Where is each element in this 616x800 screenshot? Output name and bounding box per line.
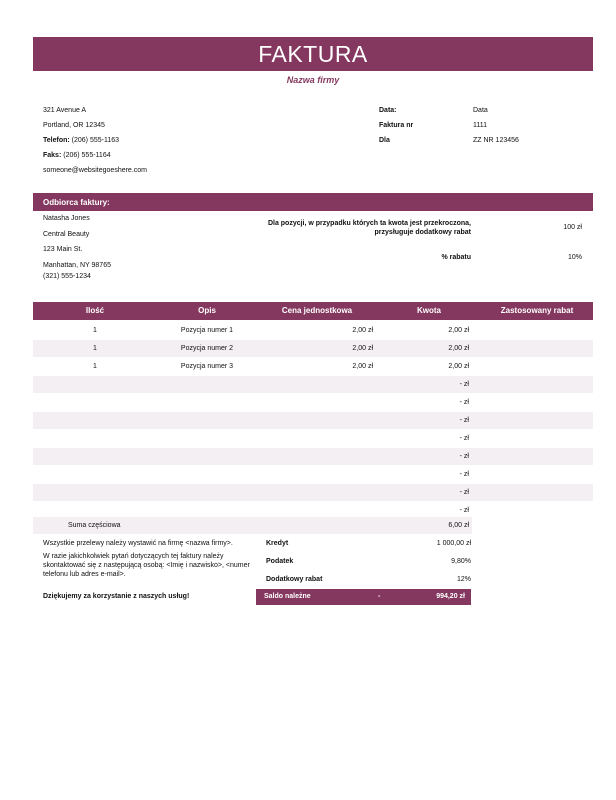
invoice-title: FAKTURA — [33, 37, 593, 71]
row-description — [157, 466, 257, 483]
subtotal-value: 6,00 zł — [448, 522, 469, 529]
recipient-address-line2: Manhattan, NY 98765 — [43, 262, 111, 269]
row-unit-price — [257, 430, 373, 447]
sender-email: someone@websitegoeshere.com — [43, 167, 147, 174]
row-discount-applied — [489, 394, 593, 411]
contact-note-line3: telefonu lub adres e-mail>. — [43, 571, 126, 578]
table-row — [33, 322, 593, 339]
contact-note-line2: skontaktować się z następującą osobą: <Imię i nazwisko>, <numer — [43, 562, 250, 569]
tax-value: 9,80% — [451, 558, 471, 565]
items-table-header — [33, 302, 593, 320]
col-header-description: Opis — [198, 306, 216, 315]
table-row — [33, 484, 593, 501]
row-qty — [33, 394, 157, 411]
row-description: Pozycja numer 2 — [180, 345, 234, 352]
row-unit-price — [257, 448, 373, 465]
col-header-amount: Kwota — [417, 306, 441, 315]
balance-due-label: Saldo należne — [264, 593, 311, 600]
col-header-qty: Ilość — [85, 306, 105, 315]
balance-due-separator: - — [378, 593, 381, 600]
extra-discount-value: 12% — [456, 576, 471, 583]
subtotal-label: Suma częściowa — [68, 522, 121, 529]
table-row — [33, 466, 593, 483]
balance-due-bar — [256, 589, 471, 605]
row-amount: - zł — [459, 471, 469, 478]
row-description — [157, 430, 257, 447]
row-description — [157, 376, 257, 393]
table-row — [33, 412, 593, 429]
fax-value: (206) 555-1164 — [63, 152, 111, 159]
row-discount-applied — [489, 376, 593, 393]
credit-value: 1 000,00 zł — [436, 540, 471, 547]
row-amount: - zł — [459, 489, 469, 496]
discount-threshold-text-line1: Dla pozycji, w przypadku których ta kwota jest przekroczona, — [267, 220, 471, 227]
row-discount-applied — [489, 430, 593, 447]
row-qty: 1 — [93, 363, 97, 370]
row-amount: 2,00 zł — [448, 327, 469, 334]
row-amount: - zł — [459, 399, 469, 406]
row-qty — [33, 430, 157, 447]
row-unit-price: 2,00 zł — [352, 345, 373, 352]
for-value: ZZ NR 123456 — [473, 137, 519, 144]
row-unit-price: 2,00 zł — [352, 363, 373, 370]
row-discount-applied — [489, 412, 593, 429]
row-qty: 1 — [93, 327, 97, 334]
recipient-name: Natasha Jones — [43, 215, 90, 222]
subtotal-row — [33, 517, 472, 534]
row-amount: - zł — [459, 507, 469, 514]
phone-value: (206) 555-1163 — [71, 137, 120, 144]
row-qty — [33, 448, 157, 465]
row-discount-applied — [489, 484, 593, 501]
row-amount: - zł — [459, 453, 469, 460]
row-description — [157, 448, 257, 465]
row-qty — [33, 376, 157, 393]
table-row — [33, 394, 593, 411]
row-amount: - zł — [459, 417, 469, 424]
date-label: Data: — [379, 107, 397, 114]
payment-note: Wszystkie przelewy należy wystawić na firmę <nazwa firmy>. — [43, 540, 233, 547]
discount-threshold-text-line2: przysługuje dodatkowy rabat — [374, 229, 471, 236]
row-amount: 2,00 zł — [448, 363, 469, 370]
invoice-number-label: Faktura nr — [379, 122, 414, 129]
row-amount: - zł — [459, 435, 469, 442]
recipient-section-title: Odbiorca faktury: — [43, 198, 110, 207]
row-discount-applied — [489, 322, 593, 339]
sender-address-line2: Portland, OR 12345 — [43, 122, 105, 129]
recipient-section-header — [33, 193, 593, 211]
discount-threshold-value: 100 zł — [563, 224, 582, 231]
recipient-phone: (321) 555-1234 — [43, 273, 91, 280]
row-description: Pozycja numer 1 — [180, 327, 234, 334]
recipient-company: Central Beauty — [43, 231, 90, 238]
row-unit-price — [257, 484, 373, 501]
row-qty — [33, 484, 157, 501]
row-description — [157, 394, 257, 411]
row-amount: 2,00 zł — [448, 345, 469, 352]
row-amount: - zł — [459, 381, 469, 388]
table-row — [33, 340, 593, 357]
col-header-unit-price: Cena jednostkowa — [281, 306, 353, 315]
sender-phone — [43, 136, 119, 145]
phone-label: Telefon: — [43, 137, 70, 144]
row-qty — [33, 412, 157, 429]
row-discount-applied — [489, 466, 593, 483]
row-description — [157, 412, 257, 429]
row-discount-applied — [489, 358, 593, 375]
row-qty: 1 — [93, 345, 97, 352]
contact-note-line1: W razie jakichkolwiek pytań dotyczących tej faktury należy — [43, 553, 224, 560]
row-discount-applied — [489, 502, 593, 519]
row-unit-price — [257, 412, 373, 429]
invoice-number-value: 1111 — [473, 122, 488, 129]
row-description: Pozycja numer 3 — [180, 363, 234, 370]
row-description — [157, 484, 257, 501]
row-unit-price: 2,00 zł — [352, 327, 373, 334]
company-name: Nazwa firmy — [286, 75, 340, 85]
thanks-note: Dziękujemy za korzystanie z naszych usług! — [43, 593, 190, 600]
discount-rate-label: % rabatu — [441, 254, 471, 261]
row-unit-price — [257, 466, 373, 483]
row-unit-price — [257, 376, 373, 393]
tax-label: Podatek — [266, 558, 294, 565]
credit-label: Kredyt — [266, 540, 289, 547]
extra-discount-label: Dodatkowy rabat — [266, 576, 323, 583]
discount-rate-value: 10% — [567, 254, 582, 261]
sender-fax — [43, 151, 111, 160]
row-unit-price — [257, 394, 373, 411]
row-discount-applied — [489, 340, 593, 357]
table-row — [33, 430, 593, 447]
date-value: Data — [473, 107, 488, 114]
table-row — [33, 358, 593, 375]
col-header-discount-applied: Zastosowany rabat — [500, 306, 574, 315]
sender-address-line1: 321 Avenue A — [43, 107, 87, 114]
table-row — [33, 448, 593, 465]
row-qty — [33, 466, 157, 483]
balance-due-value: 994,20 zł — [436, 593, 465, 600]
for-label: Dla — [379, 137, 390, 144]
recipient-address-line1: 123 Main St. — [43, 246, 83, 253]
table-row — [33, 376, 593, 393]
row-discount-applied — [489, 448, 593, 465]
fax-label: Faks: — [43, 152, 62, 159]
